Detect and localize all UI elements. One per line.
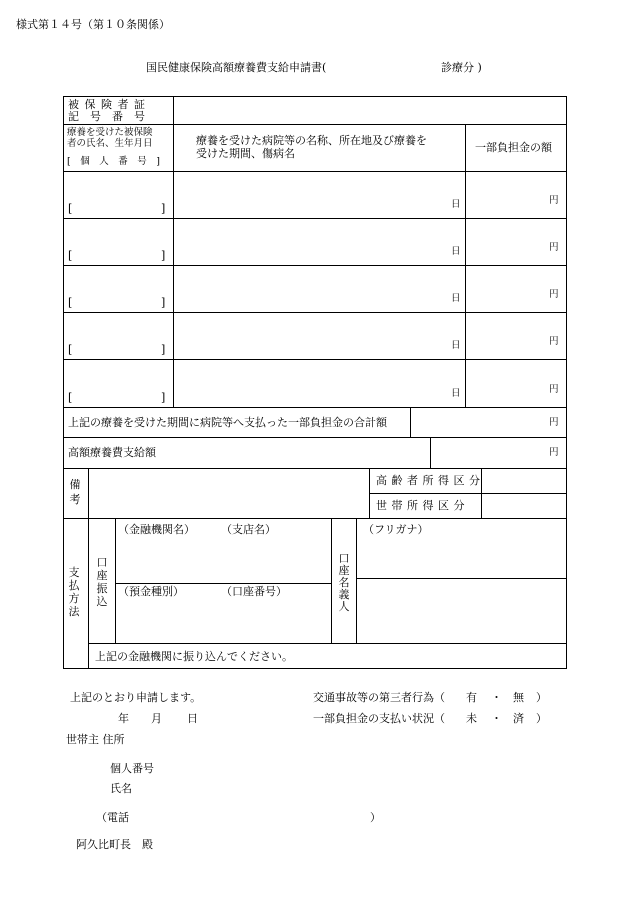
day-unit: 日 bbox=[451, 246, 461, 257]
day-unit: 日 bbox=[451, 199, 461, 210]
yen-unit: 円 bbox=[549, 336, 559, 347]
date-month: 月 bbox=[151, 712, 162, 725]
hospital-header-line2: 受けた期間、傷病名 bbox=[196, 147, 295, 160]
bank-name-label: （金融機関名） bbox=[118, 523, 195, 536]
remarks-label: 備考 bbox=[69, 478, 81, 506]
yen-unit: 円 bbox=[549, 384, 559, 395]
form-title-suffix: 診療分 ) bbox=[441, 61, 482, 74]
bracket-open: [ bbox=[68, 296, 73, 309]
copay-header: 一部負担金の額 bbox=[475, 141, 552, 154]
form-number: 様式第１４号（第１０条関係） bbox=[16, 18, 170, 31]
recipient-label-line1: 療養を受けた被保険 bbox=[67, 127, 153, 138]
day-unit: 日 bbox=[451, 340, 461, 351]
third-party-close: ） bbox=[536, 691, 547, 704]
bracket-close: ] bbox=[161, 202, 166, 215]
copay-close: ） bbox=[536, 712, 547, 725]
day-unit: 日 bbox=[451, 388, 461, 399]
copay-status-label: 一部負担金の支払い状況（ bbox=[313, 712, 445, 725]
insured-id-field[interactable] bbox=[175, 98, 564, 123]
total-label: 上記の療養を受けた期間に病院等へ支払った一部負担金の合計額 bbox=[68, 416, 387, 429]
date-day: 日 bbox=[187, 712, 198, 725]
hospital-header-line1: 療養を受けた病院等の名称、所在地及び療養を bbox=[196, 134, 427, 147]
benefit-yen-unit: 円 bbox=[549, 447, 559, 458]
bracket-open: [ bbox=[68, 249, 73, 262]
insured-id-label-bottom: 記 号 番 号 bbox=[68, 110, 145, 123]
copay-dot: ・ bbox=[491, 712, 502, 725]
transfer-label: 口座振込 bbox=[96, 556, 108, 608]
date-year: 年 bbox=[118, 712, 129, 725]
deposit-type-label: （預金種別） bbox=[118, 585, 184, 598]
bracket-close: ] bbox=[161, 249, 166, 262]
account-number-label: （口座番号） bbox=[221, 585, 287, 598]
phone-open: （電話 bbox=[96, 811, 129, 824]
bracket-close: ] bbox=[161, 391, 166, 404]
bracket-open: [ bbox=[68, 202, 73, 215]
account-holder-label: 口座名義人 bbox=[338, 552, 350, 613]
bracket-close: ] bbox=[161, 296, 166, 309]
apply-statement: 上記のとおり申請します。 bbox=[70, 691, 202, 704]
copay-paid[interactable]: 済 bbox=[513, 712, 524, 725]
third-party-dot: ・ bbox=[491, 691, 502, 704]
elderly-income-label: 高 齢 者 所 得 区 分 bbox=[376, 474, 481, 487]
phone-close: ） bbox=[370, 811, 381, 824]
addressee: 阿久比町長 殿 bbox=[76, 838, 153, 851]
name-label: 氏名 bbox=[110, 782, 132, 795]
yen-unit: 円 bbox=[549, 242, 559, 253]
third-party-no[interactable]: 無 bbox=[513, 691, 524, 704]
household-income-label: 世 帯 所 得 区 分 bbox=[376, 499, 465, 512]
yen-unit: 円 bbox=[549, 195, 559, 206]
personal-number-label: 個人番号 bbox=[110, 762, 154, 775]
form-title: 国民健康保険高額療養費支給申請書( bbox=[146, 61, 327, 74]
payment-method-label: 支払方法 bbox=[68, 566, 80, 618]
transfer-note: 上記の金融機関に振り込んでください。 bbox=[95, 650, 293, 663]
third-party-yes[interactable]: 有 bbox=[466, 691, 477, 704]
third-party-label: 交通事故等の第三者行為（ bbox=[313, 691, 445, 704]
recipient-label-line3: [ 個 人 番 号 ] bbox=[67, 156, 160, 167]
bracket-close: ] bbox=[161, 343, 166, 356]
bracket-open: [ bbox=[68, 391, 73, 404]
benefit-label: 高額療養費支給額 bbox=[68, 446, 156, 459]
total-yen-unit: 円 bbox=[549, 417, 559, 428]
insured-id-label-top: 被 保 険 者 証 bbox=[68, 98, 146, 111]
bracket-open: [ bbox=[68, 343, 73, 356]
yen-unit: 円 bbox=[549, 289, 559, 300]
head-address-label: 世帯主 住所 bbox=[66, 733, 125, 746]
furigana-label: （フリガナ） bbox=[363, 523, 429, 536]
branch-label: （支店名） bbox=[221, 523, 276, 536]
day-unit: 日 bbox=[451, 293, 461, 304]
copay-unpaid[interactable]: 未 bbox=[466, 712, 477, 725]
recipient-label-line2: 者の氏名、生年月日 bbox=[67, 138, 153, 149]
